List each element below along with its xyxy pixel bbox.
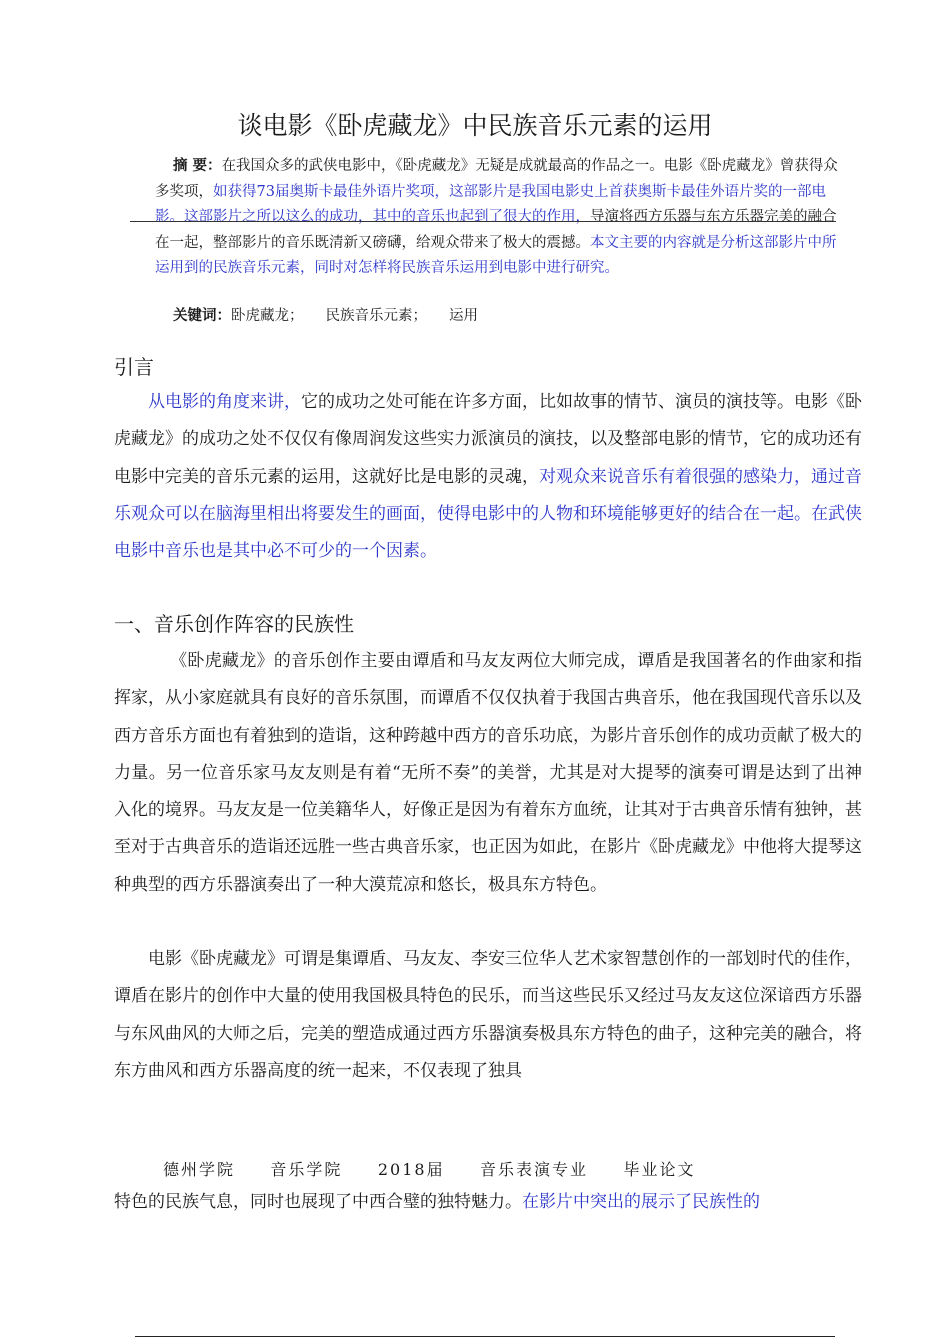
abstract-text-3: 导演将西方乐器与东方乐器完美的融合在一起，整部影片的音乐既清新又磅礴，给观众带来了极大的震撼。 xyxy=(155,209,837,251)
section1-paragraph-1: 《卧虎藏龙》的音乐创作主要由谭盾和马友友两位大师完成，谭盾是我国著名的作曲家和指挥家，从小家庭就具有良好的音乐氛围，而谭盾不仅仅执着于我国古典音乐，他在我国现代音乐以及西方音乐方面也有着独到的造诣，这种跨越中西方的音乐功底，为影片音乐创作的成功贡献了极大的力量。另一位音乐家马友友则是有着“无所不奏”的美誉，尤其是对大提琴的演奏可谓是达到了出神入化的境界。马友友是一位美籍华人，好像正是因为有着东方血统，让其对于古典音乐情有独钟，甚至对于古典音乐的造诣还远胜一些古典音乐家，也正因为如此，在影片《卧虎藏龙》中他将大提琴这种典型的西方乐器演奏出了一种大漠荒凉和悠长，极具东方特色。 xyxy=(114,651,862,895)
abstract xyxy=(155,153,845,282)
continuation-text-1: 特色的民族气息，同时也展现了中西合璧的独特魅力。 xyxy=(114,1192,522,1212)
intro-text-3: 对观众来说音乐有着很强的感染力，通过音乐观众可以在脑海里相出将要发生的画面，使得电影中的人物和环境能够更好的结合在一起。在武侠电影中音乐也是其中必不可少的一个因素。 xyxy=(114,466,862,562)
abstract-text-4: 本文主要的内容就是分析这部影片中所运用到的民族音乐元素，同时对怎样将民族音乐运用到电影中进行研究。 xyxy=(155,234,837,276)
keywords-label: 关键词： xyxy=(173,307,231,324)
intro-heading: 引言 xyxy=(114,355,154,379)
keyword-2: 民族音乐元素； xyxy=(325,308,427,324)
abstract-label: 摘 要： xyxy=(173,157,222,174)
page-title: 谈电影《卧虎藏龙》中民族音乐元素的运用 xyxy=(237,111,713,140)
continuation-text-2: 在影片中突出的展示了民族性的 xyxy=(522,1192,760,1212)
bottom-divider xyxy=(135,1336,835,1337)
keyword-1: 卧虎藏龙； xyxy=(231,308,304,324)
section1-paragraph-2: 电影《卧虎藏龙》可谓是集谭盾、马友友、李安三位华人艺术家智慧创作的一部划时代的佳作，谭盾在影片的创作中大量的使用我国极具特色的民乐，而当这些民乐又经过马友友这位深谙西方乐器与东风曲风的大师之后，完美的塑造成通过西方乐器演奏极具东方特色的曲子，这种完美的融合，将东方曲风和西方乐器高度的统一起来，不仅表现了独具 xyxy=(114,949,862,1081)
page-footer: 德州学院 音乐学院 2018届 音乐表演专业 毕业论文 xyxy=(163,1160,696,1179)
abstract-text-1: 在我国众多的武侠电影中，《卧虎藏龙》无疑是成就最高的作品之一。电影《卧虎藏龙》曾获得众多奖项， xyxy=(155,158,838,200)
intro-paragraph xyxy=(114,384,862,570)
keywords xyxy=(173,303,478,329)
intro-text-1: 从电影的角度来讲， xyxy=(148,392,301,412)
continuation-line xyxy=(114,1186,760,1218)
keyword-3: 运用 xyxy=(449,308,478,324)
section1-heading: 一、音乐创作阵容的民族性 xyxy=(114,612,354,636)
abstract-text-2: 如获得73届奥斯卡最佳外语片奖项，这部影片是我国电影史上首获奥斯卡最佳外语片奖的一部电影。这部影片之所以这么的成功，其中的音乐也起到了很大的作用， xyxy=(155,183,826,225)
intro-text-2: 它的成功之处可能在许多方面，比如故事的情节、演员的演技等。电影《卧虎藏龙》的成功之处不仅仅有像周润发这些实力派演员的演技，以及整部电影的情节，它的成功还有电影中完美的音乐元素的运用，这就好比是电影的灵魂， xyxy=(114,392,862,487)
strike-through-line xyxy=(130,221,836,222)
